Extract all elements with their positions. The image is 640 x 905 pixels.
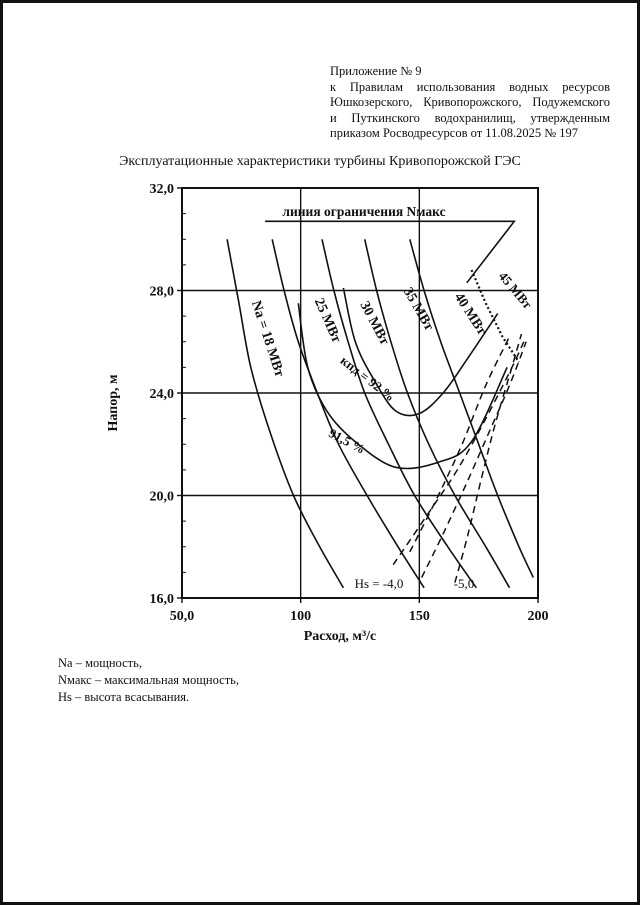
- y-tick-label: 24,0: [149, 387, 174, 402]
- nmax-line-label: линия ограничения Nмакс: [282, 204, 446, 219]
- appendix-line: Юшкозерского, Кривопорожского, Подужемского: [330, 95, 610, 109]
- suction-height-curve: [422, 342, 526, 578]
- power-label-25: 25 МВт: [310, 296, 344, 346]
- legend: [58, 655, 239, 706]
- hs-label-4: Hs = -4,0: [354, 576, 404, 591]
- legend-line: Nмакс – максимальная мощность,: [58, 673, 239, 687]
- y-axis-label: Напор, м: [106, 374, 121, 432]
- y-tick-label: 28,0: [149, 284, 174, 300]
- power-curve: [365, 239, 510, 588]
- power-label-45: 45 МВт: [495, 268, 536, 312]
- chart-title: Эксплуатационные характеристики турбины Кривопорожской ГЭС: [119, 154, 521, 169]
- appendix-line: к Правилам использования водных ресурсов: [330, 79, 610, 94]
- chart-curves: [227, 221, 533, 587]
- y-tick-label: 32,0: [149, 182, 174, 197]
- efficiency-label-915: 91,5 %: [326, 425, 368, 457]
- efficiency-label-92: кпд = 92 %: [337, 352, 398, 405]
- appendix-line: и Путкинского водохранилищ, утвержденным: [330, 110, 610, 125]
- power-label-40: 40 МВт: [450, 290, 490, 338]
- x-tick-label: 200: [527, 609, 549, 624]
- legend-line: Na – мощность,: [58, 656, 142, 670]
- power-label-18: Na = 18 МВт: [247, 299, 287, 379]
- appendix-line: приказом Росводресурсов от 11.08.2025 № 197: [330, 126, 578, 140]
- suction-height-curve: [455, 334, 522, 582]
- x-tick-label: 100: [290, 609, 312, 624]
- hs-label-5: -5,0: [453, 576, 475, 591]
- y-tick-label: 16,0: [149, 592, 174, 607]
- x-tick-label: 50,0: [169, 609, 195, 624]
- y-tick-label: 20,0: [149, 489, 174, 505]
- appendix-line: Приложение № 9: [330, 64, 422, 78]
- x-axis-label: Расход, м³/с: [303, 629, 377, 644]
- chart-grid: [177, 188, 538, 603]
- nmax-limit-line: [265, 221, 514, 283]
- power-label-30: 30 МВт: [356, 299, 392, 348]
- legend-line: Hs – высота всасывания.: [58, 690, 190, 704]
- power-label-35: 35 МВт: [399, 285, 437, 334]
- x-tick-label: 150: [408, 609, 430, 624]
